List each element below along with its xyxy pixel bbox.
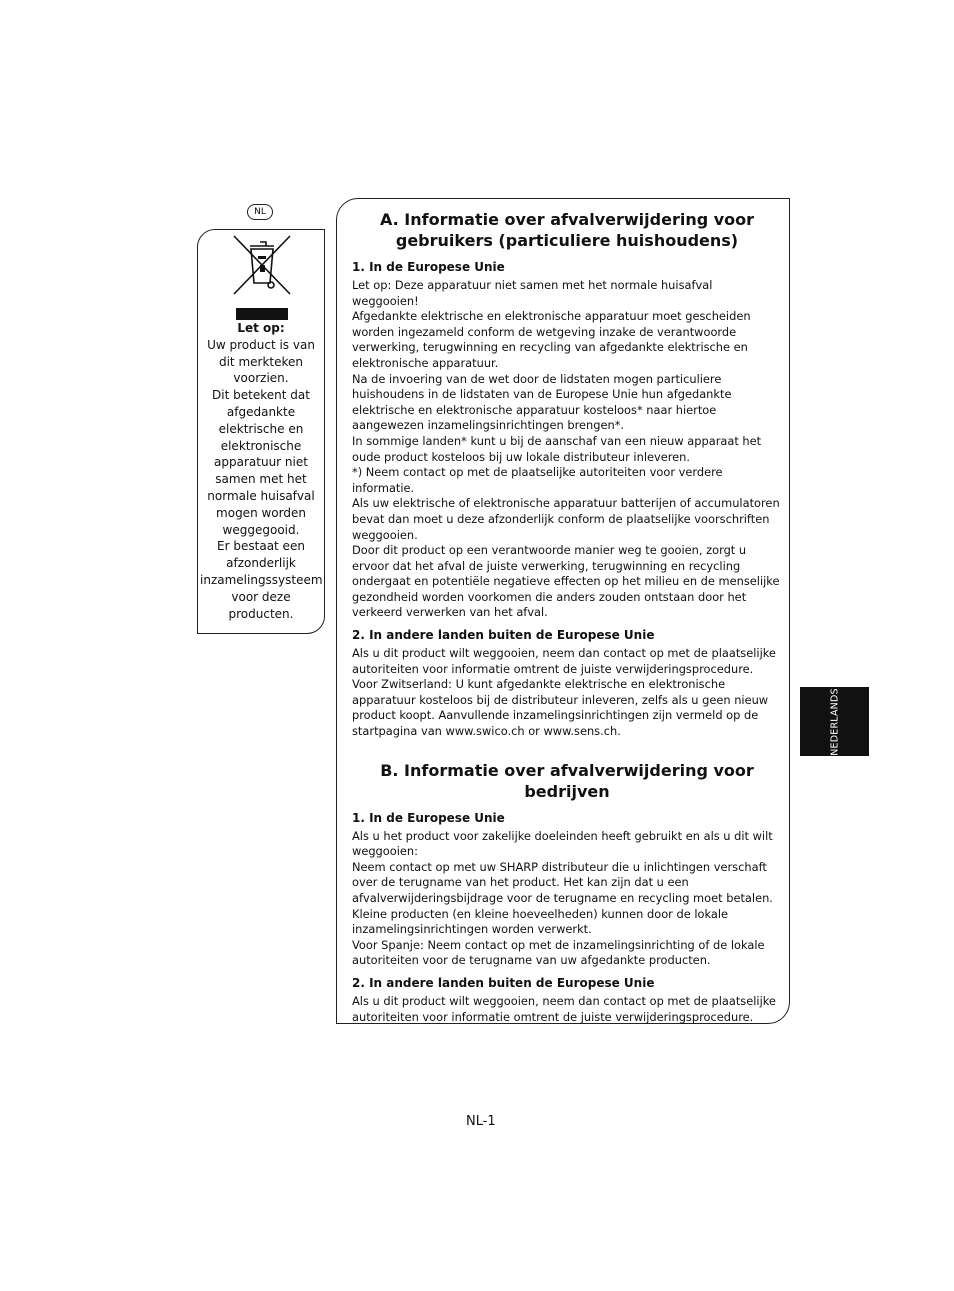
side-note-line: producten. xyxy=(228,606,294,621)
side-note-line: inzamelingssysteem xyxy=(200,572,323,587)
paragraph: Als u het product voor zakelijke doeleinden heeft gebruikt en als u dit wilt weggooien: xyxy=(352,828,773,859)
paragraph: Als u dit product wilt weggooien, neem dan contact op met de plaatselijke autoriteiten voor informatie omtrent de juiste verwijderingsprocedure. xyxy=(352,993,776,1024)
side-note-line: weggegooid. xyxy=(222,522,300,537)
crossed-out-wheelie-bin-icon xyxy=(230,232,294,296)
black-bar-marker xyxy=(236,308,288,320)
paragraph: Als uw elektrische of elektronische apparatuur batterijen of accumulatoren bevat dan moet u deze afzonderlijk conform de plaatselijke voorschriften weggooien. xyxy=(352,496,780,542)
side-note-line: apparatuur niet xyxy=(214,455,308,470)
language-badge: NL xyxy=(247,204,273,220)
section-a-sub1-title: 1. In de Europese Unie xyxy=(352,260,505,274)
section-a-title: A. Informatie over afvalverwijdering voor gebruikers (particuliere huishoudens) xyxy=(379,210,755,250)
side-note-line: elektronische xyxy=(220,438,302,453)
side-note-text xyxy=(200,320,322,622)
side-note-line: dit merkteken xyxy=(218,354,304,369)
weee-notice-box xyxy=(197,229,325,634)
paragraph: *) Neem contact op met de plaatselijke autoriteiten voor verdere informatie. xyxy=(352,465,723,495)
section-b-sub2-title: 2. In andere landen buiten de Europese Unie xyxy=(352,975,655,990)
side-note-line: Dit betekent dat xyxy=(212,388,310,403)
side-note-line: normale huisafval xyxy=(207,488,315,503)
paragraph: Voor Zwitserland: U kunt afgedankte elektrische en elektronische apparatuur kosteloos bij de distributeur inleveren, zelfs als u geen nieuw product koopt. Aanvullende inzamelingsinrichtingen zijn vermeld op de startpagina van www.swico.ch or www.sens.ch. xyxy=(352,677,769,739)
paragraph: In sommige landen* kunt u bij de aanschaf van een nieuw apparaat het oude product kosteloos bij uw lokale distributeur inleveren. xyxy=(352,433,762,464)
paragraph: Als u dit product wilt weggooien, neem dan contact op met de plaatselijke autoriteiten voor informatie omtrent de juiste verwijderingsprocedure. xyxy=(352,646,776,676)
paragraph: Afgedankte elektrische en elektronische apparatuur moet gescheiden worden ingezameld conform de wetgeving inzake de verantwoorde verwerking, terugwinning en recycling van afgedankte elektrische en elektronische apparatuur. xyxy=(352,309,751,370)
page-number: NL-1 xyxy=(466,1114,496,1129)
side-note-line: samen met het xyxy=(215,472,307,487)
side-note-line: Uw product is van xyxy=(207,337,315,352)
paragraph: Neem contact op met uw SHARP distributeur die u inlichtingen verschaft over de terugname van het product. Het kan zijn dat u een afvalverwijderingsbijdrage voor de terugname en recycling moet betalen. Kleine producten (en kleine hoeveelheden) kunnen door de lokale inzamelingsinrichtingen worden verwerkt. xyxy=(352,859,773,937)
language-tab xyxy=(800,687,869,756)
side-note-line: mogen worden xyxy=(216,505,306,520)
paragraph: Voor Spanje: Neem contact op met de inzamelingsinrichting of de lokale autoriteiten voor de terugname van uw afgedankte producten. xyxy=(352,937,765,968)
section-b-title: B. Informatie over afvalverwijdering voor bedrijven xyxy=(380,760,754,801)
language-tab-label: NEDERLANDS xyxy=(829,687,840,756)
side-note-line: afzonderlijk xyxy=(226,556,296,571)
section-a-sub2-title: 2. In andere landen buiten de Europese Unie xyxy=(352,628,655,643)
side-note-heading: Let op: xyxy=(237,321,285,335)
disposal-info-box xyxy=(336,198,790,1024)
paragraph: Na de invoering van de wet door de lidstaten mogen particuliere huishoudens in de lidstaten van de Europese Unie hun afgedankte elektrische en elektronische apparatuur kosteloos* naar hiertoe aangewezen inzamelingsinrichtingen brengen*. xyxy=(352,371,732,433)
side-note-line: afgedankte xyxy=(226,404,296,419)
side-note-line: voor deze xyxy=(231,589,291,604)
side-note-line: voorzien. xyxy=(233,371,289,386)
side-note-line: Er bestaat een xyxy=(217,539,305,554)
paragraph: Let op: Deze apparatuur niet samen met het normale huisafval weggooien! xyxy=(352,278,713,308)
section-b-sub1-title: 1. In de Europese Unie xyxy=(352,810,505,825)
side-note-line: elektrische en xyxy=(218,421,304,436)
paragraph: Door dit product op een verantwoorde manier weg te gooien, zorgt u ervoor dat het afval de juiste verwerking, terugwinning en recycling ondergaat en potentiële negatieve effecten op het milieu en de menselijke gezondheid worden voorkomen die anders zouden ontstaan door het verkeerd verwerken van het afval. xyxy=(352,543,780,620)
